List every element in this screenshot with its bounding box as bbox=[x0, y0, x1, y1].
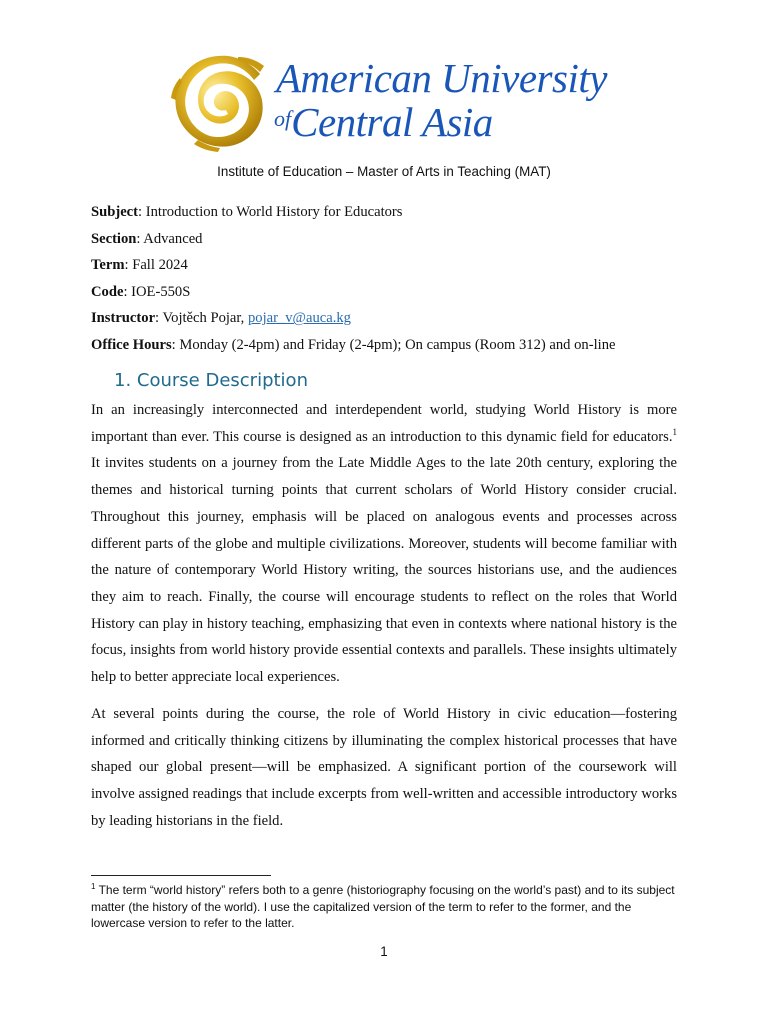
meta-subject-value: : Introduction to World History for Educators bbox=[138, 204, 403, 220]
golden-swirl-emblem-icon bbox=[168, 52, 268, 152]
page-number: 1 bbox=[380, 944, 388, 959]
meta-instructor-label: Instructor bbox=[91, 310, 156, 327]
meta-code-value: : IOE-550S bbox=[123, 283, 191, 300]
logo-text-of: of bbox=[274, 106, 292, 131]
paragraph-1-text-a: In an increasingly interconnected and interdependent world, studying World History is more important than ever. This course is designed as an introduction to this dynamic field for educators. bbox=[91, 402, 677, 445]
meta-office-hours bbox=[91, 332, 691, 359]
footnote-divider bbox=[91, 875, 271, 876]
meta-section-label: Section bbox=[91, 230, 137, 247]
footnote-1 bbox=[91, 882, 683, 932]
meta-subject-label: Subject bbox=[91, 204, 139, 220]
meta-section-value: : Advanced bbox=[136, 230, 203, 247]
meta-instructor bbox=[91, 305, 691, 332]
meta-code-label: Code bbox=[91, 283, 124, 300]
meta-code bbox=[91, 279, 691, 306]
institute-subtitle: Institute of Education – Master of Arts in Teaching (MAT) bbox=[217, 164, 551, 179]
section-heading-course-description: 1. Course Description bbox=[114, 370, 308, 391]
course-metadata bbox=[91, 199, 691, 359]
logo-text-central-asia-words: Central Asia bbox=[291, 99, 493, 145]
meta-office-hours-value: : Monday (2-4pm) and Friday (2-4pm); On campus (Room 312) and on-line bbox=[171, 336, 616, 353]
footnote-marker: 1 bbox=[91, 882, 96, 891]
meta-office-hours-label: Office Hours bbox=[91, 336, 172, 353]
paragraph-1-text-b: It invites students on a journey from the Late Middle Ages to the late 20th century, exploring the themes and historical turning points that current scholars of World History consider crucial. Throughout this journey, emphasis will be placed on analogous events and processes across different parts of the globe and multiple civilizations. Moreover, students will become familiar with the nature of contemporary World History writing, the sources historians use, and the audiences they aim to reach. Finally, the course will encourage students to reflect on the roles that World History can play in history teaching, emphasizing that even in contexts where national history is the focus, insights from world history provide essential contexts and parallels. These insights ultimately help to better appreciate local experiences. bbox=[91, 455, 677, 686]
course-description-paragraph-2: At several points during the course, the role of World History in civic education—fostering informed and critically thinking citizens by illuminating the complex historical processes that have shaped our global present—will be emphasized. A significant portion of the coursework will involve assigned readings that include excerpts from well-written and accessible introductory works by leading historians in the field. bbox=[91, 706, 677, 829]
meta-instructor-value: : Vojtěch Pojar, bbox=[155, 310, 248, 327]
meta-section bbox=[91, 226, 691, 253]
instructor-email-link[interactable]: pojar_v@auca.kg bbox=[247, 310, 351, 327]
logo-text-central-asia bbox=[274, 98, 493, 146]
university-logo bbox=[168, 52, 608, 152]
logo-text-american-university: American University bbox=[276, 55, 607, 101]
footnote-reference-1[interactable]: 1 bbox=[672, 426, 677, 437]
course-description-paragraph-1 bbox=[91, 397, 677, 691]
meta-term-label: Term bbox=[91, 257, 125, 274]
meta-subject bbox=[91, 199, 691, 226]
meta-term-value: : Fall 2024 bbox=[124, 257, 188, 274]
meta-term bbox=[91, 252, 691, 279]
footnote-text: The term “world history” refers both to a genre (historiography focusing on the world’s past) and to its subject matter (the history of the world). I use the capitalized version of the term to refer to the former, and the lowercase version to refer to the latter. bbox=[91, 883, 675, 930]
